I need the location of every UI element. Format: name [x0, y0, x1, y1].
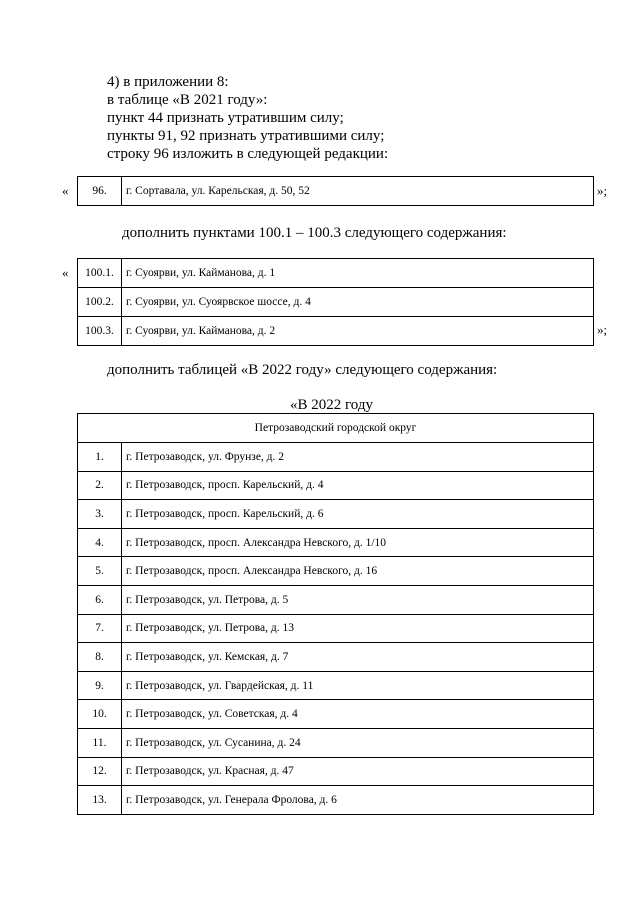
table-row	[78, 614, 594, 643]
row-address: г. Петрозаводск, ул. Петрова, д. 13	[122, 614, 594, 643]
open-quote: «	[62, 183, 69, 198]
row-address: г. Суоярви, ул. Кайманова, д. 1	[122, 259, 594, 288]
table-row	[78, 671, 594, 700]
table-row	[78, 443, 594, 472]
row-address: г. Петрозаводск, ул. Советская, д. 4	[122, 700, 594, 729]
close-quote: »;	[597, 183, 608, 198]
open-quote: «	[62, 265, 69, 280]
table-row	[78, 757, 594, 786]
row-number: 8.	[78, 643, 122, 672]
district-header: Петрозаводский городской округ	[78, 414, 594, 443]
add-points-100-text: дополнить пунктами 100.1 – 100.3 следующего содержания:	[122, 225, 507, 241]
table-row	[78, 643, 594, 672]
points-91-92-text: пункты 91, 92 признать утратившими силу;	[107, 128, 385, 144]
row-address: г. Суоярви, ул. Кайманова, д. 2	[122, 317, 594, 346]
row-number: 100.2.	[78, 288, 122, 317]
row-number: 4.	[78, 528, 122, 557]
table-row	[78, 728, 594, 757]
row-number: 100.1.	[78, 259, 122, 288]
row-address: г. Петрозаводск, просп. Карельский, д. 4	[122, 471, 594, 500]
table-row	[78, 700, 594, 729]
row-number: 2.	[78, 471, 122, 500]
table-row	[78, 585, 594, 614]
table-points-100	[77, 258, 594, 346]
row-address: г. Сортавала, ул. Карельская, д. 50, 52	[122, 177, 594, 206]
row-address: г. Петрозаводск, ул. Кемская, д. 7	[122, 643, 594, 672]
row-address: г. Петрозаводск, просп. Карельский, д. 6	[122, 500, 594, 529]
row-address: г. Петрозаводск, ул. Фрунзе, д. 2	[122, 443, 594, 472]
table-header-row	[78, 414, 594, 443]
table-2022	[77, 413, 594, 815]
row-address: г. Петрозаводск, ул. Генерала Фролова, д. 6	[122, 786, 594, 815]
table-row	[78, 177, 594, 206]
table-row	[78, 288, 594, 317]
row-address: г. Петрозаводск, ул. Петрова, д. 5	[122, 585, 594, 614]
row-address: г. Суоярви, ул. Суоярвское шоссе, д. 4	[122, 288, 594, 317]
row-number: 9.	[78, 671, 122, 700]
row-number: 100.3.	[78, 317, 122, 346]
row-address: г. Петрозаводск, ул. Красная, д. 47	[122, 757, 594, 786]
row-address: г. Петрозаводск, ул. Сусанина, д. 24	[122, 728, 594, 757]
table-row-96	[77, 176, 594, 206]
table-row	[78, 317, 594, 346]
point-44-text: пункт 44 признать утратившим силу;	[107, 110, 344, 126]
row-number: 6.	[78, 585, 122, 614]
item-4-heading: 4) в приложении 8:	[107, 74, 229, 90]
table-row	[78, 557, 594, 586]
row-address: г. Петрозаводск, просп. Александра Невского, д. 1/10	[122, 528, 594, 557]
table-row	[78, 259, 594, 288]
add-table-2022-text: дополнить таблицей «В 2022 году» следующего содержания:	[107, 362, 498, 378]
close-quote: »;	[597, 322, 608, 337]
row-number: 5.	[78, 557, 122, 586]
row-number: 12.	[78, 757, 122, 786]
row-number: 13.	[78, 786, 122, 815]
table-row	[78, 500, 594, 529]
row-number: 96.	[78, 177, 122, 206]
row-address: г. Петрозаводск, ул. Гвардейская, д. 11	[122, 671, 594, 700]
row-number: 3.	[78, 500, 122, 529]
row-number: 1.	[78, 443, 122, 472]
row-96-text: строку 96 изложить в следующей редакции:	[107, 146, 389, 162]
table-2021-reference: в таблице «В 2021 году»:	[107, 92, 268, 108]
table-row	[78, 786, 594, 815]
table-row	[78, 471, 594, 500]
row-number: 11.	[78, 728, 122, 757]
table-2022-title: «В 2022 году	[290, 397, 373, 413]
table-row	[78, 528, 594, 557]
row-number: 7.	[78, 614, 122, 643]
row-address: г. Петрозаводск, просп. Александра Невского, д. 16	[122, 557, 594, 586]
row-number: 10.	[78, 700, 122, 729]
